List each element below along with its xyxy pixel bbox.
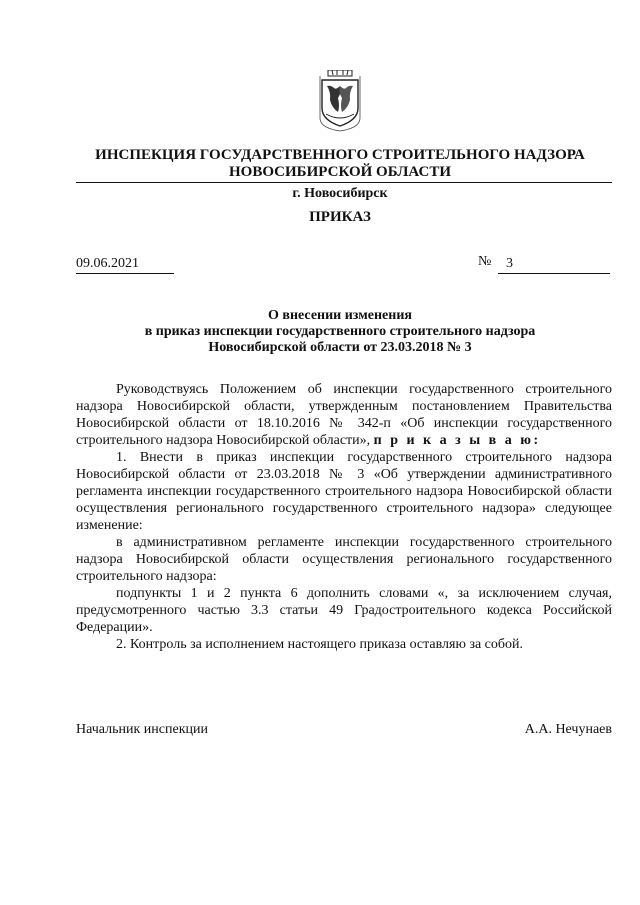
document-number: 3 [498,256,610,274]
paragraph-amendment: подпункты 1 и 2 пункта 6 дополнить словами «, за исключением случая, предусмотренного частью 3.3 статьи 49 Градостроительного кодекса Российской Федерации». [76,586,612,635]
number-sign: № [478,254,492,269]
document-title-line2: в приказ инспекции государственного строительного надзора [144,324,536,339]
signatory-role: Начальник инспекции [76,722,208,737]
document-body [76,381,612,653]
basis-text: Руководствуясь Положением об инспекции государственного строительного надзора Новосибирской области, утвержденным постановлением Правительства Новосибирской области от 18.10.2016 № 342-п «Об инспекции государственного строительного надзора Новосибирской области», [76,382,612,448]
organization-name-line1: ИНСПЕКЦИЯ ГОСУДАРСТВЕННОГО СТРОИТЕЛЬНОГО НАДЗОРА [95,147,585,163]
document-date: 09.06.2021 [76,256,174,274]
signatory-name: А.А. Нечунаев [524,722,612,737]
coat-of-arms-emblem [318,70,362,132]
header-divider [76,182,612,183]
document-type: ПРИКАЗ [309,209,371,225]
paragraph-regulation: в административном регламенте инспекции государственного строительного надзора Новосибирской области осуществления регионального государственного строительного надзора: [76,535,612,584]
paragraph-item-2: 2. Контроль за исполнением настоящего приказа оставляю за собой. [116,637,524,652]
document-title-line1: О внесении изменения [268,308,412,323]
paragraph-basis [76,381,612,449]
paragraph-item-1: 1. Внести в приказ инспекции государственного строительного надзора Новосибирской области от 23.03.2018 № 3 «Об утверждении административного регламента инспекции государственного строительного надзора Новосибирской области осуществления регионального государственного строительного надзора» следующее изменение: [76,450,612,533]
document-title-line3: Новосибирской области от 23.03.2018 № 3 [208,340,472,355]
organization-name-line2: НОВОСИБИРСКОЙ ОБЛАСТИ [228,164,452,180]
order-word: п р и к а з ы в а ю: [373,433,541,448]
city: г. Новосибирск [292,186,388,201]
